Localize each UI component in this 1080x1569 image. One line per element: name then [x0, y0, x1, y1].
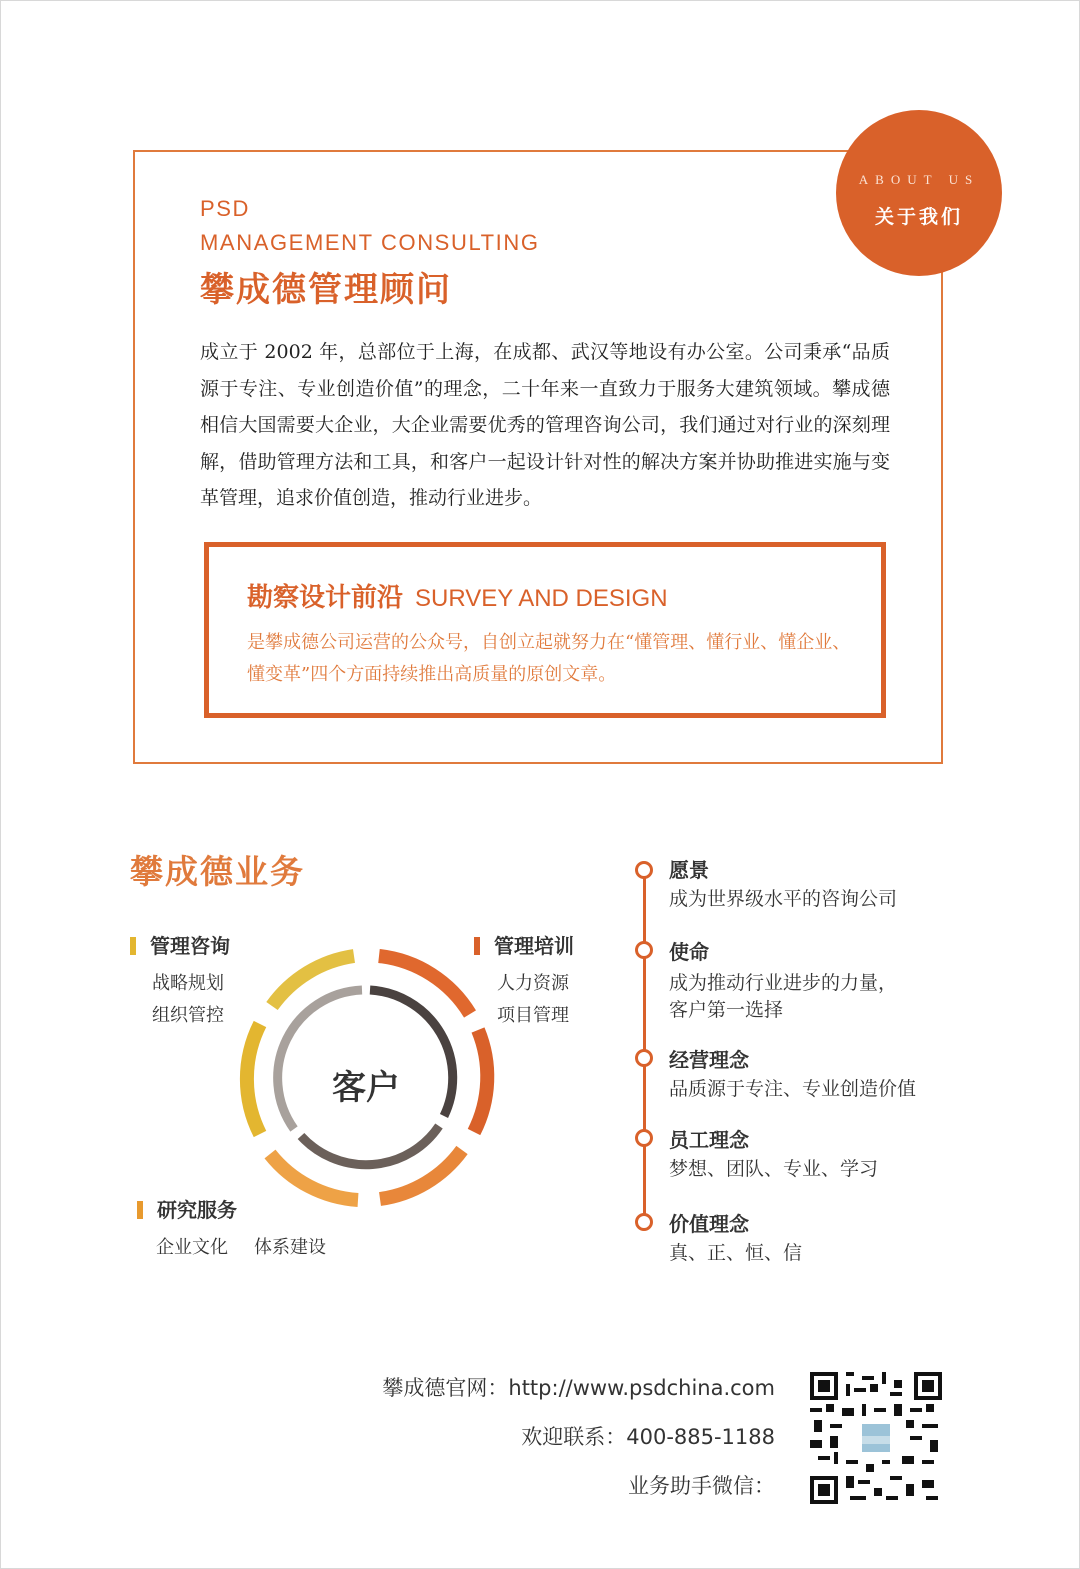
badge-english: ABOUT US: [858, 172, 980, 187]
timeline-text: 品质源于专注、专业创造价值: [669, 1078, 917, 1100]
inner-ring-mid: [301, 1126, 439, 1165]
survey-box: [204, 542, 886, 718]
training-item: 项目管理: [497, 1005, 569, 1026]
consulting-label: [130, 930, 230, 959]
ring-segment-consulting-top: [272, 956, 354, 1006]
consulting-item: 组织管控: [152, 1005, 224, 1026]
research-label-text: 研究服务: [157, 1198, 237, 1222]
timeline-dot-icon: [635, 861, 653, 879]
research-item: 体系建设: [254, 1237, 326, 1258]
research-marker: [137, 1201, 143, 1219]
training-items: [497, 968, 569, 1032]
website-text: 攀成德官网：http://www.psdchina.com: [382, 1376, 775, 1400]
training-label-text: 管理培训: [494, 934, 574, 958]
survey-title: [247, 577, 668, 614]
timeline-text: 成为世界级水平的咨询公司: [669, 888, 898, 910]
training-item: 人力资源: [497, 973, 569, 994]
company-en-line2: MANAGEMENT CONSULTING: [200, 230, 540, 255]
consulting-marker: [130, 937, 136, 955]
timeline-title: 使命: [669, 940, 709, 964]
timeline-text: 成为推动行业进步的力量，: [669, 972, 898, 994]
timeline-dot-icon: [635, 1213, 653, 1231]
ring-center-customer: 客户: [332, 1068, 400, 1108]
company-chinese-name: 攀成德管理顾问: [200, 270, 452, 310]
research-item: 企业文化: [156, 1237, 228, 1258]
timeline-title: 愿景: [669, 858, 709, 882]
badge-chinese: 关于我们: [874, 206, 963, 228]
consulting-items: [152, 968, 224, 1032]
timeline-dot-icon: [635, 1129, 653, 1147]
timeline-text: 客户第一选择: [669, 999, 784, 1021]
values-timeline: [633, 852, 973, 1272]
business-title: 攀成德业务: [130, 852, 305, 891]
timeline-title: 员工理念: [669, 1128, 749, 1152]
timeline-dot-icon: [635, 1049, 653, 1067]
company-intro: 成立于 2002 年，总部位于上海，在成都、武汉等地设有办公室。公司秉承“品质源于专注、专业创造价值”的理念，二十年来一直致力于服务大建筑领域。攀成德相信大国需要大企业，大企业需要优秀的管理咨询公司，我们通过对行业的深刻理解，借助管理方法和工具，和客户一起设计针对性的解决方案并协助推进实施与变革管理，追求价值创造，推动行业进步。: [200, 341, 890, 509]
company-en-line1: PSD: [200, 196, 251, 221]
timeline-text: 真、正、恒、信: [669, 1242, 803, 1264]
wechat-text: 业务助手微信：: [628, 1474, 775, 1498]
timeline-title: 经营理念: [669, 1048, 749, 1072]
survey-title-cn: 勘察设计前沿: [247, 583, 404, 613]
company-english-name: [200, 192, 540, 260]
survey-title-en: SURVEY AND DESIGN: [415, 585, 668, 612]
consulting-label-text: 管理咨询: [150, 934, 230, 958]
timeline-text: 梦想、团队、专业、学习: [669, 1158, 879, 1180]
ring-segment-training-top: [379, 956, 470, 1014]
timeline-line: [643, 866, 646, 1224]
research-label: [137, 1194, 237, 1223]
timeline-title: 价值理念: [669, 1212, 749, 1236]
timeline-dot-icon: [635, 941, 653, 959]
survey-description: 是攀成德公司运营的公众号，自创立起就努力在“懂管理、懂行业、懂企业、懂变革”四个方面持续推出高质量的原创文章。: [247, 632, 851, 685]
wechat-qr-code[interactable]: [810, 1372, 942, 1504]
about-us-badge: [836, 110, 1002, 276]
phone-text: 欢迎联系：400-885-1188: [521, 1425, 775, 1449]
consulting-item: 战略规划: [152, 973, 224, 994]
research-items: [156, 1232, 326, 1264]
